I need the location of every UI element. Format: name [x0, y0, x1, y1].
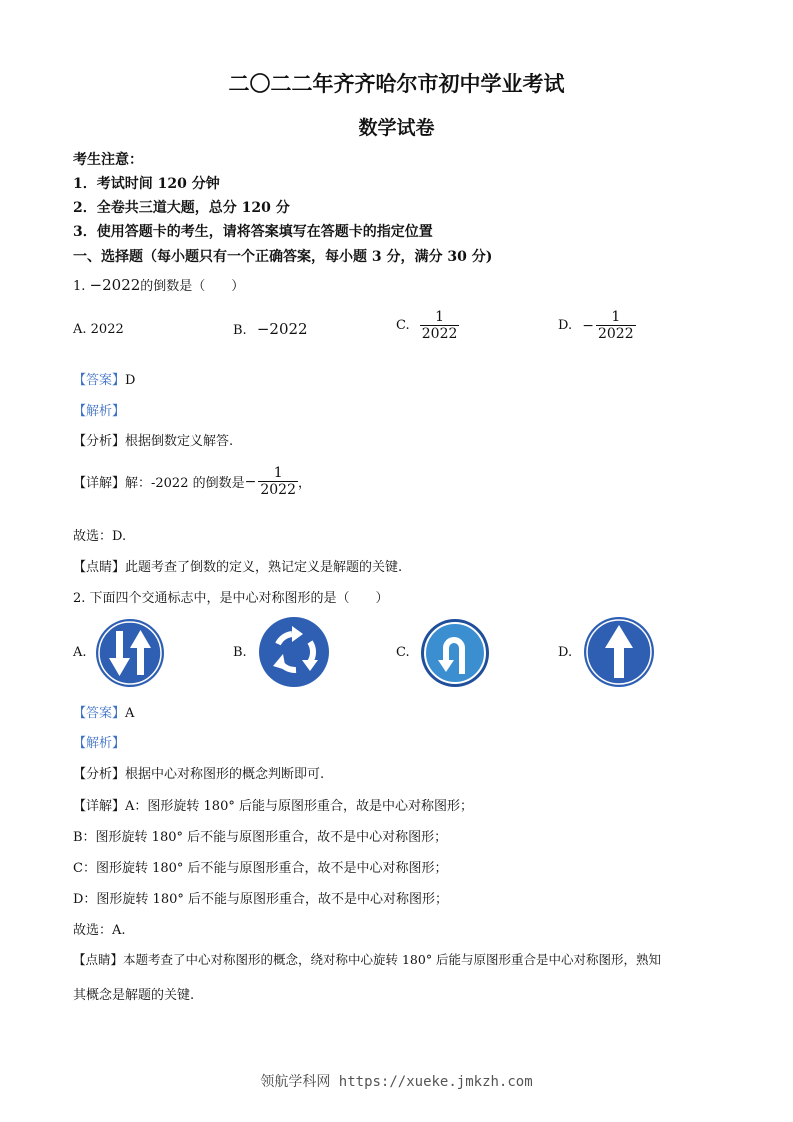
u-turn-sign-icon: [420, 618, 490, 688]
q1-answer: 【答案】D: [73, 373, 136, 388]
q1-option-d: D. − $\frac{1}{2022}$: [558, 309, 634, 342]
page-title: 二〇二二年齐齐哈尔市初中学业考试: [228, 72, 565, 96]
footer: [0, 1071, 793, 1091]
q2-xiangjie: 【详解】A：图形旋转 180° 后能与原图形重合，故是中心对称图形；: [73, 799, 473, 814]
roundabout-sign-icon: [258, 616, 330, 688]
q1-xiangjie: 【详解】解：-2022 的倒数是− $\frac{1}{2022}$ ，: [73, 465, 311, 498]
notice-heading: 考生注意：: [73, 152, 143, 168]
q2-b-line: B：图形旋转 180° 后不能与原图形重合，故不是中心对称图形；: [73, 830, 448, 845]
q1-option-c: C. $\frac{1}{2022}$: [396, 309, 458, 342]
two-way-traffic-sign-icon: [95, 618, 165, 688]
q1-choose: 故选：D.: [73, 529, 127, 544]
footer-url[interactable]: https://xueke.jmkzh.com: [338, 1074, 533, 1090]
q1-analysis-tag: 【解析】: [73, 404, 126, 419]
section-heading: 一、选择题（每小题只有一个正确答案，每小题 3 分，满分 30 分): [73, 249, 493, 265]
notice-item: 1．考试时间 120 分钟: [73, 176, 220, 192]
q2-dianjing-line-1: 【点睛】本题考查了中心对称图形的概念，绕对称中心旋转 180° 后能与原图形重合是中心对称图形，熟知: [73, 952, 662, 967]
q1-dianjing: 【点睛】此题考查了倒数的定义，熟记定义是解题的关键.: [73, 560, 403, 575]
q2-c-line: C：图形旋转 180° 后不能与原图形重合，故不是中心对称图形；: [73, 861, 448, 876]
q2-answer: 【答案】A: [73, 706, 135, 721]
q2-option-b-label: B.: [233, 645, 247, 660]
question-2-stem: 2. 下面四个交通标志中，是中心对称图形的是（ ）: [73, 591, 389, 606]
page-subtitle: 数学试卷: [358, 117, 435, 139]
notice-item: 3．使用答题卡的考生，请将答案填写在答题卡的指定位置: [73, 224, 433, 240]
straight-ahead-sign-icon: [583, 616, 655, 688]
q2-option-a-label: A.: [73, 645, 87, 660]
q2-choose: 故选：A.: [73, 923, 126, 938]
q2-option-d-label: D.: [558, 645, 573, 660]
footer-site: 领航学科网: [260, 1074, 331, 1090]
q2-option-c-label: C.: [396, 645, 410, 660]
q1-fenxi: 【分析】根据倒数定义解答.: [73, 434, 234, 449]
notice-item: 2．全卷共三道大题，总分 120 分: [73, 200, 290, 216]
q2-d-line: D：图形旋转 180° 后不能与原图形重合，故不是中心对称图形；: [73, 892, 449, 907]
q1-option-a: A. 2022: [73, 322, 124, 337]
q2-fenxi: 【分析】根据中心对称图形的概念判断即可.: [73, 767, 325, 782]
q2-dianjing-line-2: 其概念是解题的关键.: [73, 988, 195, 1003]
q2-analysis-tag: 【解析】: [73, 736, 126, 751]
q1-option-b: B. −2022: [233, 320, 308, 338]
question-1-stem: 1. −2022的倒数是（ ）: [73, 276, 245, 294]
